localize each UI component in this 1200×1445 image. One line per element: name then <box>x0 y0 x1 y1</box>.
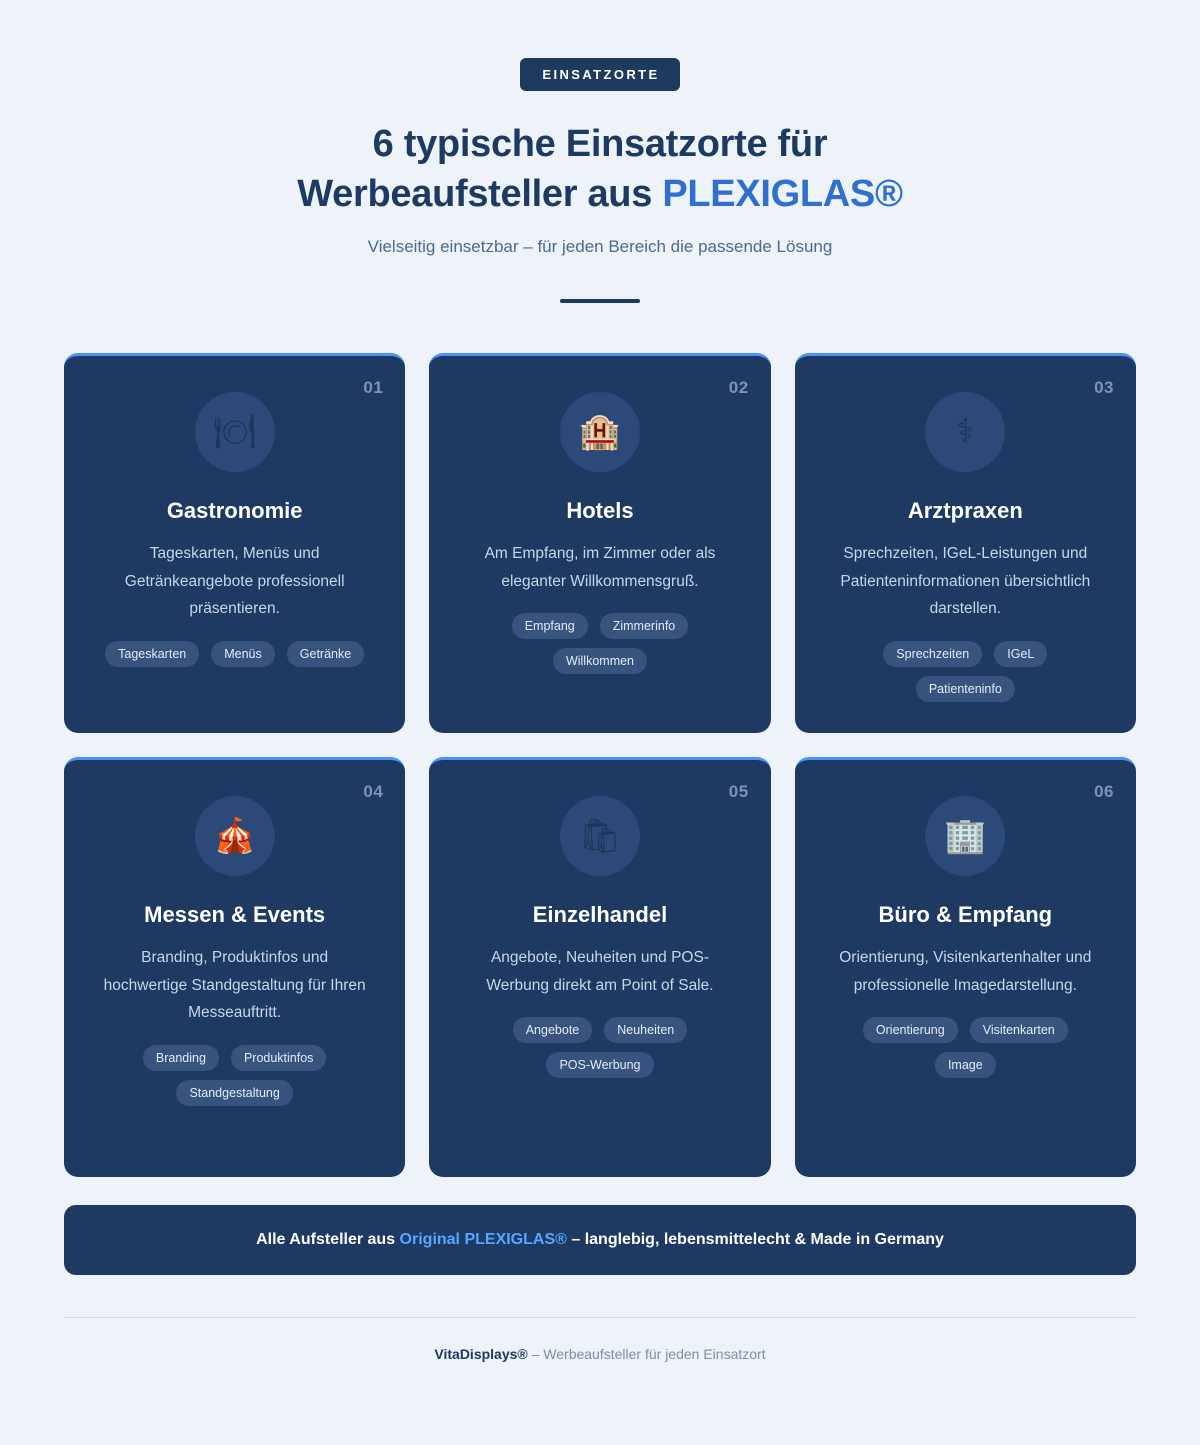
tag-chip: POS-Werbung <box>546 1052 653 1078</box>
quality-banner <box>64 1205 1136 1275</box>
page-header <box>64 0 1136 303</box>
tag-chip: Image <box>935 1052 996 1078</box>
tag-chip: Sprechzeiten <box>883 641 982 667</box>
card-icon-glyph: 🛍 <box>578 817 622 856</box>
tag-chip: Menüs <box>211 641 275 667</box>
card-tags <box>467 613 732 674</box>
use-case-card-messen-events[interactable] <box>64 757 405 1177</box>
card-number: 04 <box>363 782 384 802</box>
office-building-icon <box>925 796 1005 876</box>
card-icon-glyph: 🍽 <box>213 413 257 452</box>
circus-tent-icon <box>195 796 275 876</box>
card-tags <box>833 1017 1098 1078</box>
card-number: 01 <box>363 378 384 398</box>
card-number: 02 <box>728 378 749 398</box>
tag-chip: Orientierung <box>863 1017 958 1043</box>
medical-symbol-icon <box>925 392 1005 472</box>
card-tags <box>105 641 364 667</box>
card-icon-glyph: 🏢 <box>944 817 987 856</box>
page-title-line-1: 6 typische Einsatzorte für <box>372 123 828 165</box>
card-tags <box>467 1017 732 1078</box>
card-title: Messen & Events <box>144 902 326 928</box>
use-case-card-gastronomie[interactable] <box>64 353 405 733</box>
tag-chip: IGeL <box>994 641 1047 667</box>
card-title: Einzelhandel <box>532 902 668 928</box>
tag-chip: Zimmerinfo <box>600 613 689 639</box>
card-number: 06 <box>1094 782 1114 802</box>
tag-chip: Produktinfos <box>231 1045 326 1071</box>
tag-chip: Branding <box>143 1045 219 1071</box>
card-tags <box>102 1045 367 1106</box>
card-icon-glyph: 🎪 <box>213 817 256 856</box>
card-icon-glyph: ⚕ <box>956 413 975 452</box>
card-tags <box>833 641 1098 702</box>
card-title: Arztpraxen <box>907 498 1023 524</box>
tag-chip: Getränke <box>287 641 364 667</box>
use-case-card-hotels[interactable] <box>429 353 770 733</box>
use-case-card-buero-empfang[interactable] <box>795 757 1136 1177</box>
card-title: Gastronomie <box>166 498 303 524</box>
use-case-grid <box>64 353 1136 1177</box>
use-case-card-arztpraxen[interactable] <box>795 353 1136 733</box>
page-title-line-2-plain: Werbeaufsteller aus <box>297 173 663 216</box>
card-description: Angebote, Neuheiten und POS-Werbung direkt am Point of Sale. <box>486 949 714 994</box>
card-title: Büro & Empfang <box>878 902 1053 928</box>
tag-chip: Angebote <box>513 1017 593 1043</box>
card-number: 05 <box>728 782 749 802</box>
tag-chip: Tageskarten <box>105 641 199 667</box>
page-subtitle: Vielseitig einsetzbar – für jeden Bereich die passende Lösung <box>367 237 833 257</box>
eyebrow-badge: EINSATZORTE <box>520 58 679 91</box>
footer-note <box>64 1318 1136 1402</box>
title-divider <box>560 299 640 303</box>
card-description: Branding, Produktinfos und hochwertige Standgestaltung für Ihren Messeauftritt. <box>103 949 366 1022</box>
tag-chip: Neuheiten <box>604 1017 687 1043</box>
banner-accent: Original PLEXIGLAS® <box>399 1231 567 1249</box>
hotel-icon <box>560 392 640 472</box>
footer-brand: VitaDisplays® <box>434 1346 528 1363</box>
page-title <box>64 119 1136 219</box>
card-description: Am Empfang, im Zimmer oder als eleganter Willkommensgruß. <box>484 545 716 590</box>
tag-chip: Standgestaltung <box>176 1080 292 1106</box>
tag-chip: Patienteninfo <box>916 676 1015 702</box>
card-title: Hotels <box>566 498 634 524</box>
card-description: Tageskarten, Menüs und Getränkeangebote professionell präsentieren. <box>124 545 345 618</box>
card-number: 03 <box>1094 378 1114 398</box>
footer-text: – Werbeaufsteller für jeden Einsatzort <box>527 1346 766 1363</box>
banner-prefix: Alle Aufsteller aus <box>256 1231 400 1249</box>
use-case-card-einzelhandel[interactable] <box>429 757 770 1177</box>
shopping-bags-icon <box>560 796 640 876</box>
tag-chip: Willkommen <box>553 648 647 674</box>
card-icon-glyph: 🏨 <box>578 413 622 452</box>
tag-chip: Visitenkarten <box>970 1017 1068 1043</box>
tag-chip: Empfang <box>512 613 588 639</box>
card-description: Orientierung, Visitenkartenhalter und professionelle Imagedarstellung. <box>839 949 1092 994</box>
fork-plate-knife-icon <box>195 392 275 472</box>
page-title-line-2-accent: PLEXIGLAS® <box>662 173 903 216</box>
card-description: Sprechzeiten, IGeL-Leistungen und Patienteninformationen übersichtlich darstellen. <box>840 545 1091 618</box>
banner-suffix: – langlebig, lebensmittelecht & Made in Germany <box>566 1231 944 1249</box>
